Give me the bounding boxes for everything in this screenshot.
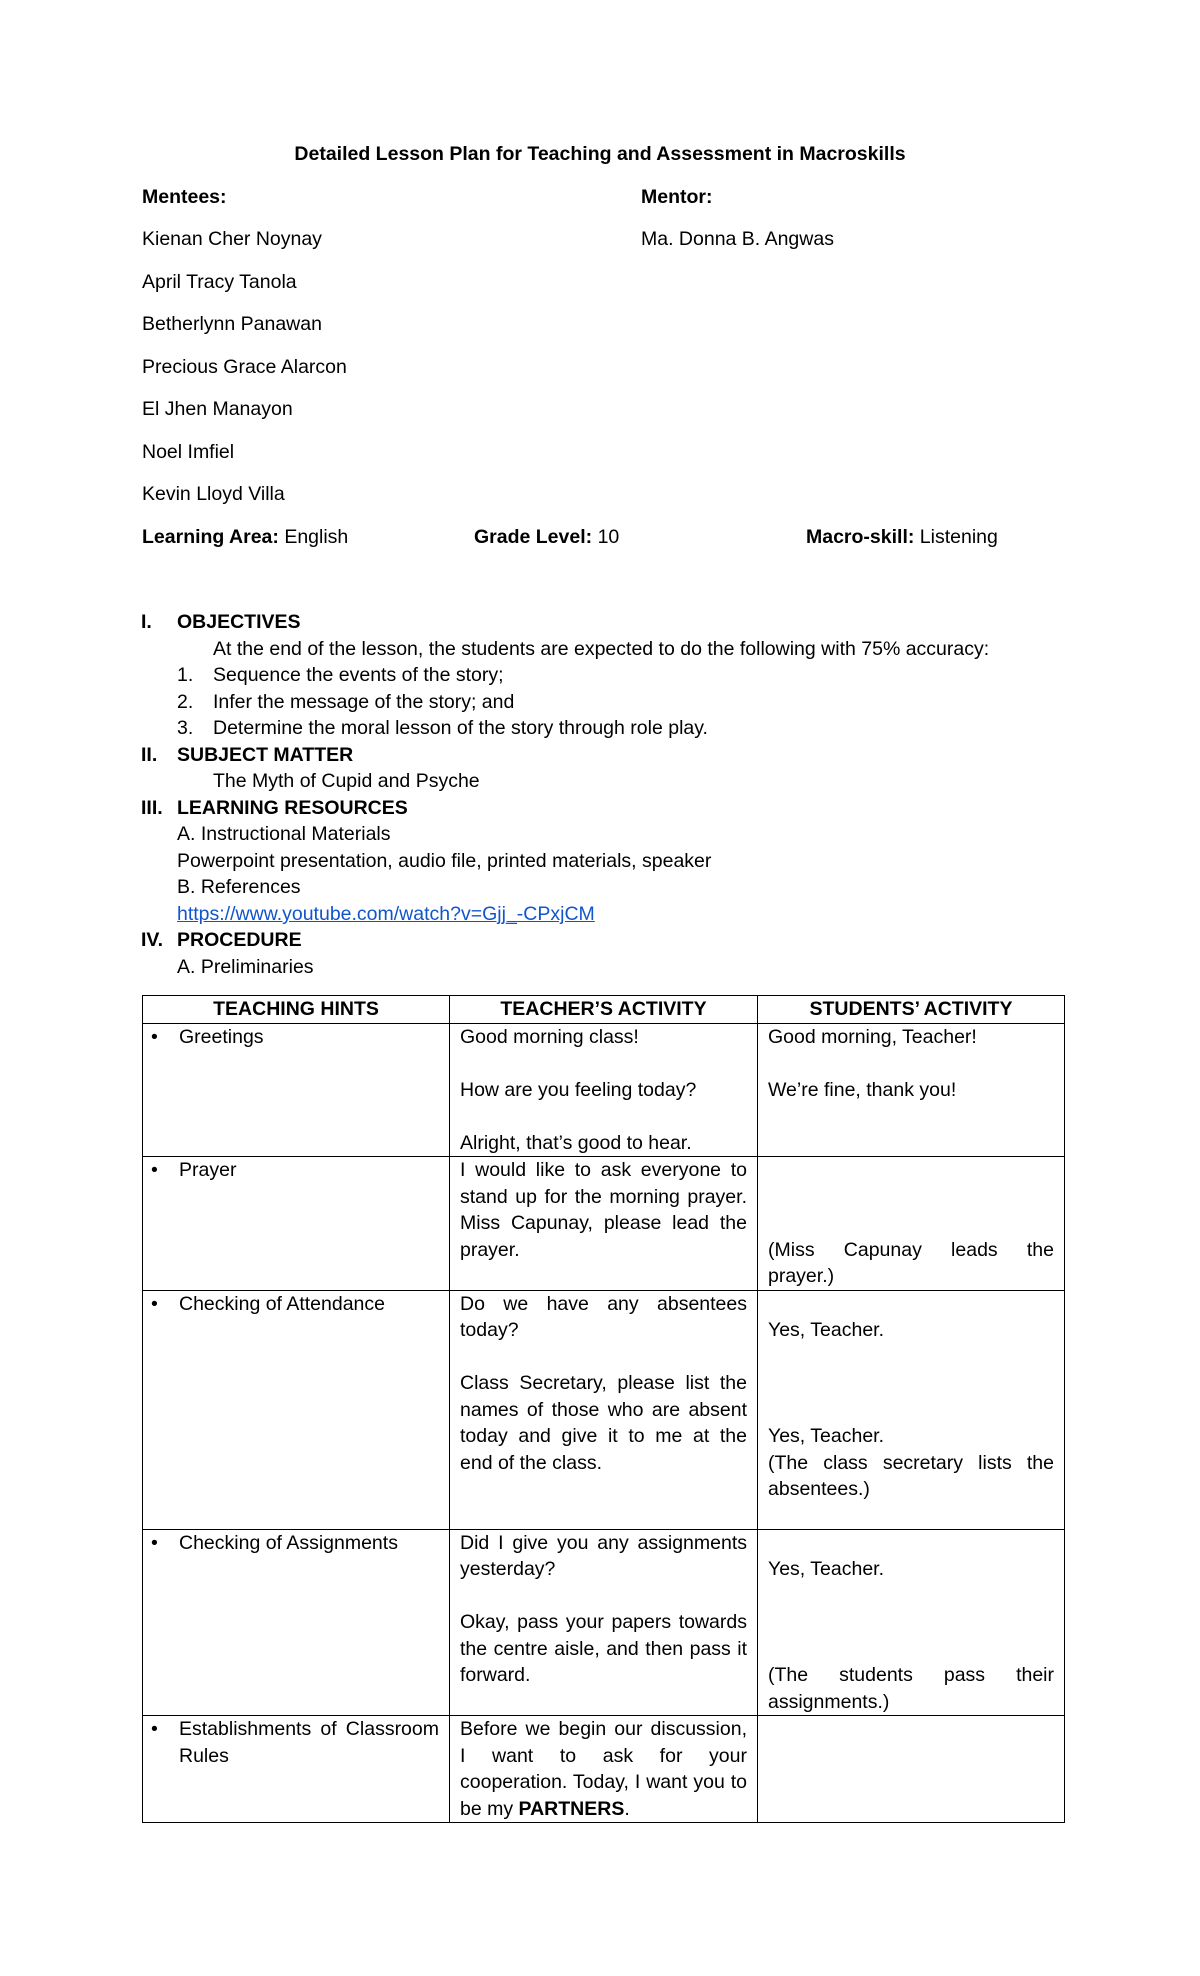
teaching-hint-cell [143,1290,450,1529]
objective-item: Sequence the events of the story; [213,664,504,686]
teaching-hint: Greetings [179,1025,264,1048]
section-learning-resources [141,797,408,820]
teacher-punctuation: . [624,1797,630,1820]
instructional-materials-text: Powerpoint presentation, audio file, printed materials, speaker [177,850,712,872]
macro-skill-value: Listening [919,526,998,548]
learning-area-value: English [284,526,349,548]
column-header-students-activity: STUDENTS’ ACTIVITY [758,996,1065,1024]
section-title: OBJECTIVES [177,611,301,633]
bullet-icon: • [151,1159,158,1181]
students-activity-cell [758,1157,1065,1291]
student-line: (The students pass their assignments.) [768,1664,1054,1713]
student-line: Yes, Teacher. [768,1319,885,1341]
section-objectives [141,611,301,634]
learning-area [142,526,348,549]
objective-number: 3. [177,717,194,739]
student-line: (Miss Capunay leads the prayer.) [768,1238,1054,1287]
subject-matter-text: The Myth of Cupid and Psyche [213,770,480,792]
grade-level-value: 10 [597,526,620,548]
section-subject-matter [141,744,353,767]
macro-skill-label: Macro-skill: [806,526,915,548]
grade-level-label: Grade Level: [474,526,593,548]
teacher-line: Good morning class! [460,1025,639,1048]
reference-link[interactable]: https://www.youtube.com/watch?v=Gjj_-CPxjCM [177,903,595,925]
student-line: Yes, Teacher. [768,1425,885,1447]
section-number: IV. [141,929,164,951]
grade-level [474,526,619,549]
teacher-emphasis: PARTNERS [518,1797,625,1820]
student-line: Yes, Teacher. [768,1558,885,1580]
table-header-row [143,996,1065,1024]
section-number: III. [141,797,163,819]
section-number: II. [141,744,158,766]
teacher-line: Alright, that’s good to hear. [460,1131,692,1154]
bullet-icon: • [151,1025,158,1048]
teaching-hint: Checking of Attendance [179,1292,385,1315]
macro-skill [806,526,998,549]
objective-item: Infer the message of the story; and [213,691,515,713]
column-header-teaching-hints: TEACHING HINTS [143,996,450,1024]
student-line: Good morning, Teacher! [768,1025,977,1048]
teacher-line: Did I give you any assignments yesterday? [460,1531,747,1580]
table-row [143,1023,1065,1157]
section-title: PROCEDURE [177,929,302,951]
mentor-label: Mentor: [641,186,713,208]
students-activity-cell [758,1529,1065,1716]
mentee-name: Betherlynn Panawan [142,313,322,335]
learning-area-label: Learning Area: [142,526,279,548]
teacher-activity-cell [450,1290,758,1529]
teaching-hint-cell [143,1157,450,1291]
table-row [143,1716,1065,1823]
bullet-icon: • [151,1718,158,1740]
references-label: B. References [177,876,301,898]
student-line: We’re fine, thank you! [768,1078,957,1101]
preliminaries-label: A. Preliminaries [177,956,314,978]
section-procedure [141,929,302,952]
mentees-label: Mentees: [142,186,227,208]
bullet-icon: • [151,1292,158,1315]
teacher-line: I would like to ask everyone to stand up for the morning prayer. Miss Capunay, please lead the prayer. [460,1159,747,1261]
teacher-activity-cell [450,1529,758,1716]
teaching-hint-cell [143,1716,450,1823]
objective-number: 2. [177,691,194,713]
section-title: SUBJECT MATTER [177,744,354,766]
teacher-activity-cell [450,1716,758,1823]
teacher-line: Okay, pass your papers towards the centre aisle, and then pass it forward. [460,1611,747,1686]
students-activity-cell [758,1290,1065,1529]
objective-item: Determine the moral lesson of the story through role play. [213,717,708,739]
teaching-hint-cell [143,1023,450,1157]
objectives-intro: At the end of the lesson, the students are expected to do the following with 75% accuracy: [213,638,990,660]
objective-number: 1. [177,664,194,686]
mentee-name: Noel Imfiel [142,441,235,463]
teacher-activity-cell [450,1023,758,1157]
mentee-name: El Jhen Manayon [142,398,293,420]
teaching-hint: Prayer [179,1159,237,1181]
section-number: I. [141,611,152,633]
student-line: (The class secretary lists the absentees.) [768,1451,1054,1500]
bullet-icon: • [151,1531,158,1554]
mentee-name: Kevin Lloyd Villa [142,483,285,505]
column-header-teachers-activity: TEACHER’S ACTIVITY [450,996,758,1024]
table-row [143,1529,1065,1716]
table-row [143,1157,1065,1291]
teaching-hint-cell [143,1529,450,1716]
instructional-materials-label: A. Instructional Materials [177,823,391,845]
mentor-name: Ma. Donna B. Angwas [641,228,834,250]
mentee-name: Precious Grace Alarcon [142,356,347,378]
teacher-line: Do we have any absentees today? [460,1292,747,1341]
teacher-activity-cell [450,1157,758,1291]
mentee-name: Kienan Cher Noynay [142,228,322,250]
procedure-table [142,995,1065,1823]
document-title: Detailed Lesson Plan for Teaching and Assessment in Macroskills [294,143,906,165]
students-activity-cell [758,1023,1065,1157]
teaching-hint: Establishments of Classroom Rules [179,1718,439,1767]
teacher-line: Class Secretary, please list the names of those who are absent today and give it to me at the end of the class. [460,1372,747,1474]
section-title: LEARNING RESOURCES [177,797,408,819]
teacher-line: Before we begin our discussion, I want to ask for your cooperation. Today, I want you to be my [460,1718,747,1820]
teacher-line: How are you feeling today? [460,1078,697,1101]
students-activity-cell [758,1716,1065,1823]
table-row [143,1290,1065,1529]
mentee-name: April Tracy Tanola [142,271,297,293]
teaching-hint: Checking of Assignments [179,1531,398,1554]
